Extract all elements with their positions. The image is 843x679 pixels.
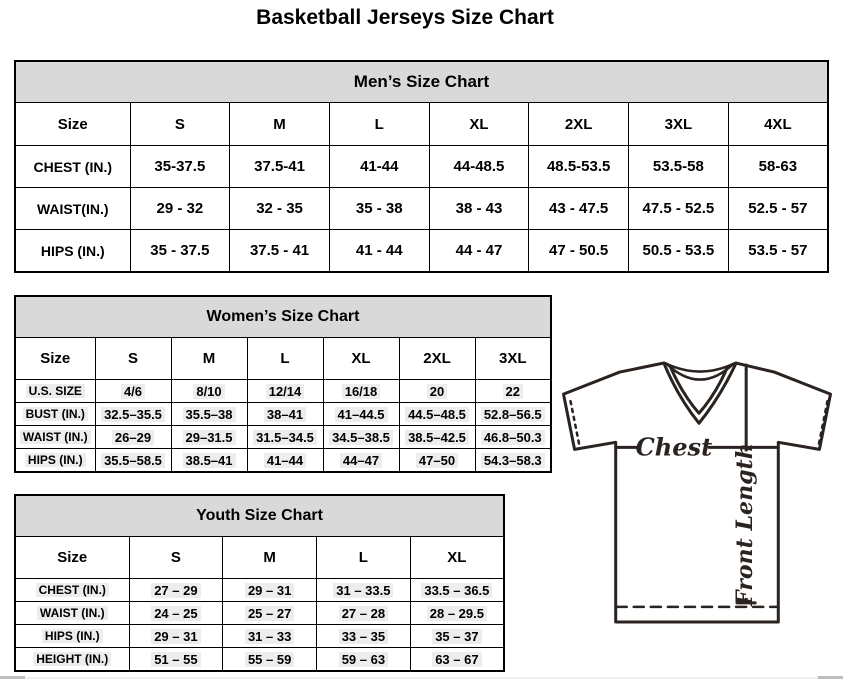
size-range-value: 59 – 63 [339, 652, 388, 667]
women-cell-u-s-size-2xl [399, 380, 475, 403]
men-col-header-size: Size [15, 103, 130, 146]
women-cell-bust-in-3xl [475, 403, 551, 426]
youth-cell-height-in-s [129, 648, 223, 672]
size-range-value: 29–31.5 [183, 430, 236, 445]
women-cell-waist-in-xl [323, 426, 399, 449]
size-range-value: 16/18 [342, 384, 381, 399]
youth-size-chart-table [14, 494, 505, 672]
women-cell-bust-in-s [95, 403, 171, 426]
women-col-header-2xl: 2XL [399, 338, 475, 380]
women-cell-waist-in-s [95, 426, 171, 449]
size-range-value: 28 – 29.5 [427, 606, 487, 621]
women-cell-u-s-size-3xl [475, 380, 551, 403]
size-range-value: 31 – 33 [245, 629, 294, 644]
women-row-hips-in [15, 449, 551, 473]
youth-column-header-row [15, 537, 504, 579]
women-column-header-row [15, 338, 551, 380]
men-cell-waist-in-l [329, 188, 429, 230]
youth-cell-waist-in-m [223, 602, 317, 625]
size-range-value: 32 - 35 [256, 200, 303, 217]
size-range-value: 38 - 43 [455, 200, 503, 217]
size-range-value: 35 - 37.5 [150, 242, 210, 259]
measurement-label: HEIGHT (IN.) [33, 652, 111, 666]
women-col-header-s: S [95, 338, 171, 380]
women-col-header-m: M [171, 338, 247, 380]
size-range-value: 8/10 [193, 384, 224, 399]
size-range-value: 27 – 29 [151, 583, 200, 598]
size-range-value: 41-44 [360, 158, 399, 175]
women-cell-waist-in-m [171, 426, 247, 449]
youth-cell-waist-in-s [129, 602, 223, 625]
measurement-label: HIPS (IN.) [42, 629, 103, 643]
size-range-value: 44.5–48.5 [405, 407, 469, 422]
size-range-value: 43 - 47.5 [549, 200, 609, 217]
measurement-label: WAIST (IN.) [37, 606, 108, 620]
size-range-value: 29 – 31 [245, 583, 294, 598]
youth-cell-hips-in-xl [410, 625, 504, 648]
size-range-value: 4/6 [121, 384, 145, 399]
size-range-value: 41–44 [264, 453, 306, 468]
size-range-value: 48.5-53.5 [546, 158, 611, 175]
youth-col-header-l: L [317, 537, 411, 579]
women-cell-hips-in-l [247, 449, 323, 473]
men-row-label-waist-in [15, 188, 130, 230]
youth-cell-height-in-l [317, 648, 411, 672]
men-cell-waist-in-2xl [529, 188, 629, 230]
youth-row-label-waist-in [15, 602, 129, 625]
youth-cell-height-in-xl [410, 648, 504, 672]
youth-col-header-s: S [129, 537, 223, 579]
men-cell-waist-in-xl [429, 188, 529, 230]
size-range-value: 41–44.5 [335, 407, 388, 422]
women-cell-u-s-size-s [95, 380, 171, 403]
women-row-label-bust-in [15, 403, 95, 426]
chest-label: Chest [635, 432, 713, 462]
youth-cell-hips-in-s [129, 625, 223, 648]
women-cell-u-s-size-l [247, 380, 323, 403]
size-range-value: 47–50 [416, 453, 458, 468]
women-cell-hips-in-xl [323, 449, 399, 473]
size-range-value: 27 – 28 [339, 606, 388, 621]
women-row-u-s-size [15, 380, 551, 403]
youth-col-header-xl: XL [410, 537, 504, 579]
size-range-value: 58-63 [758, 158, 798, 175]
women-col-header-l: L [247, 338, 323, 380]
men-table-title: Men’s Size Chart [15, 61, 828, 103]
women-cell-hips-in-2xl [399, 449, 475, 473]
women-cell-bust-in-m [171, 403, 247, 426]
men-col-header-s: S [130, 103, 230, 146]
youth-cell-height-in-m [223, 648, 317, 672]
men-row-label-hips-in [15, 230, 130, 273]
front-length-label: Front Length [732, 443, 759, 607]
men-cell-hips-in-s [130, 230, 230, 273]
women-cell-waist-in-2xl [399, 426, 475, 449]
men-cell-hips-in-3xl [629, 230, 729, 273]
men-cell-chest-in-4xl [728, 146, 828, 188]
men-row-waist-in [15, 188, 828, 230]
measurement-label: U.S. SIZE [26, 384, 85, 398]
men-cell-chest-in-s [130, 146, 230, 188]
youth-cell-waist-in-l [317, 602, 411, 625]
men-cell-hips-in-2xl [529, 230, 629, 273]
women-size-chart-table [14, 295, 552, 473]
youth-row-waist-in [15, 602, 504, 625]
men-cell-hips-in-4xl [728, 230, 828, 273]
women-row-label-u-s-size [15, 380, 95, 403]
men-cell-hips-in-l [329, 230, 429, 273]
size-range-value: 29 - 32 [156, 200, 204, 217]
size-range-value: 32.5–35.5 [101, 407, 165, 422]
women-col-header-3xl: 3XL [475, 338, 551, 380]
youth-cell-hips-in-m [223, 625, 317, 648]
men-cell-chest-in-l [329, 146, 429, 188]
size-range-value: 38.5–41 [183, 453, 236, 468]
women-row-label-hips-in [15, 449, 95, 473]
mens-size-chart-section [14, 60, 829, 273]
size-range-value: 25 – 27 [245, 606, 294, 621]
women-cell-bust-in-2xl [399, 403, 475, 426]
men-cell-hips-in-xl [429, 230, 529, 273]
youth-row-label-hips-in [15, 625, 129, 648]
men-col-header-m: M [230, 103, 330, 146]
men-col-header-3xl: 3XL [629, 103, 729, 146]
size-range-value: 20 [427, 384, 447, 399]
size-range-value: 44 - 47 [455, 242, 503, 259]
size-range-value: 44-48.5 [453, 158, 505, 175]
men-col-header-2xl: 2XL [529, 103, 629, 146]
men-cell-chest-in-xl [429, 146, 529, 188]
size-range-value: 22 [503, 384, 523, 399]
youth-cell-chest-in-l [317, 579, 411, 602]
youth-size-chart-section [14, 494, 505, 672]
size-range-value: 51 – 55 [151, 652, 200, 667]
size-range-value: 35 - 38 [355, 200, 403, 217]
women-col-header-size: Size [15, 338, 95, 380]
women-cell-bust-in-xl [323, 403, 399, 426]
size-range-value: 33.5 – 36.5 [421, 583, 492, 598]
men-column-header-row [15, 103, 828, 146]
men-cell-chest-in-2xl [529, 146, 629, 188]
women-cell-hips-in-s [95, 449, 171, 473]
size-range-value: 55 – 59 [245, 652, 294, 667]
jersey-measurement-diagram [559, 355, 839, 628]
size-range-value: 52.5 - 57 [748, 200, 808, 217]
women-cell-waist-in-l [247, 426, 323, 449]
men-size-chart-table [14, 60, 829, 273]
youth-row-height-in [15, 648, 504, 672]
size-range-value: 26–29 [112, 430, 154, 445]
women-cell-hips-in-3xl [475, 449, 551, 473]
size-range-value: 41 - 44 [355, 242, 403, 259]
size-range-value: 53.5-58 [652, 158, 704, 175]
size-range-value: 31.5–34.5 [253, 430, 317, 445]
size-range-value: 33 – 35 [339, 629, 388, 644]
youth-row-label-chest-in [15, 579, 129, 602]
men-cell-hips-in-m [230, 230, 330, 273]
size-range-value: 29 – 31 [151, 629, 200, 644]
measurement-label: CHEST (IN.) [36, 583, 109, 597]
women-row-label-waist-in [15, 426, 95, 449]
women-cell-bust-in-l [247, 403, 323, 426]
youth-cell-chest-in-xl [410, 579, 504, 602]
youth-cell-chest-in-m [223, 579, 317, 602]
women-cell-waist-in-3xl [475, 426, 551, 449]
size-range-value: 54.3–58.3 [481, 453, 545, 468]
size-range-value: 52.8–56.5 [481, 407, 545, 422]
youth-row-label-height-in [15, 648, 129, 672]
size-range-value: 53.5 - 57 [748, 242, 808, 259]
jersey-outline [564, 363, 831, 622]
size-range-value: 50.5 - 53.5 [642, 242, 715, 259]
women-col-header-xl: XL [323, 338, 399, 380]
size-range-value: 37.5 - 41 [249, 242, 310, 259]
size-range-value: 35 – 37 [432, 629, 481, 644]
men-cell-chest-in-m [230, 146, 330, 188]
page-title: Basketball Jerseys Size Chart [256, 6, 554, 29]
youth-col-header-m: M [223, 537, 317, 579]
measurement-label: BUST (IN.) [23, 407, 88, 421]
women-table-title-row [15, 296, 551, 338]
men-col-header-l: L [329, 103, 429, 146]
measurement-label: WAIST (IN.) [20, 430, 91, 444]
size-range-value: 35.5–58.5 [101, 453, 165, 468]
men-cell-waist-in-m [230, 188, 330, 230]
size-range-value: 38–41 [264, 407, 306, 422]
size-range-value: 12/14 [266, 384, 305, 399]
men-cell-waist-in-4xl [728, 188, 828, 230]
men-row-chest-in [15, 146, 828, 188]
women-cell-u-s-size-m [171, 380, 247, 403]
size-range-value: 24 – 25 [151, 606, 200, 621]
size-range-value: 35-37.5 [154, 158, 206, 175]
youth-table-title-row [15, 495, 504, 537]
men-cell-chest-in-3xl [629, 146, 729, 188]
size-range-value: 31 – 33.5 [333, 583, 393, 598]
women-row-waist-in [15, 426, 551, 449]
women-row-bust-in [15, 403, 551, 426]
youth-row-chest-in [15, 579, 504, 602]
size-range-value: 46.8–50.3 [481, 430, 545, 445]
women-cell-u-s-size-xl [323, 380, 399, 403]
youth-row-hips-in [15, 625, 504, 648]
measurement-label: WAIST(IN.) [36, 200, 109, 217]
size-range-value: 63 – 67 [432, 652, 481, 667]
womens-size-chart-section [14, 295, 552, 473]
men-col-header-4xl: 4XL [728, 103, 828, 146]
women-table-title: Women’s Size Chart [15, 296, 551, 338]
men-row-label-chest-in [15, 146, 130, 188]
youth-cell-hips-in-l [317, 625, 411, 648]
men-cell-waist-in-3xl [629, 188, 729, 230]
women-cell-hips-in-m [171, 449, 247, 473]
size-range-value: 35.5–38 [183, 407, 236, 422]
men-col-header-xl: XL [429, 103, 529, 146]
men-cell-waist-in-s [130, 188, 230, 230]
size-range-value: 47 - 50.5 [549, 242, 609, 259]
men-table-title-row [15, 61, 828, 103]
youth-col-header-size: Size [15, 537, 129, 579]
men-row-hips-in [15, 230, 828, 273]
size-range-value: 44–47 [340, 453, 382, 468]
right-sleeve-hem-dashes [818, 401, 827, 446]
size-range-value: 47.5 - 52.5 [642, 200, 715, 217]
measurement-label: CHEST (IN.) [33, 158, 113, 175]
youth-table-title: Youth Size Chart [15, 495, 504, 537]
youth-cell-chest-in-s [129, 579, 223, 602]
size-range-value: 34.5–38.5 [329, 430, 393, 445]
size-range-value: 38.5–42.5 [405, 430, 469, 445]
size-range-value: 37.5-41 [254, 158, 305, 175]
measurement-label: HIPS (IN.) [25, 453, 86, 467]
measurement-label: HIPS (IN.) [40, 242, 105, 259]
youth-cell-waist-in-xl [410, 602, 504, 625]
